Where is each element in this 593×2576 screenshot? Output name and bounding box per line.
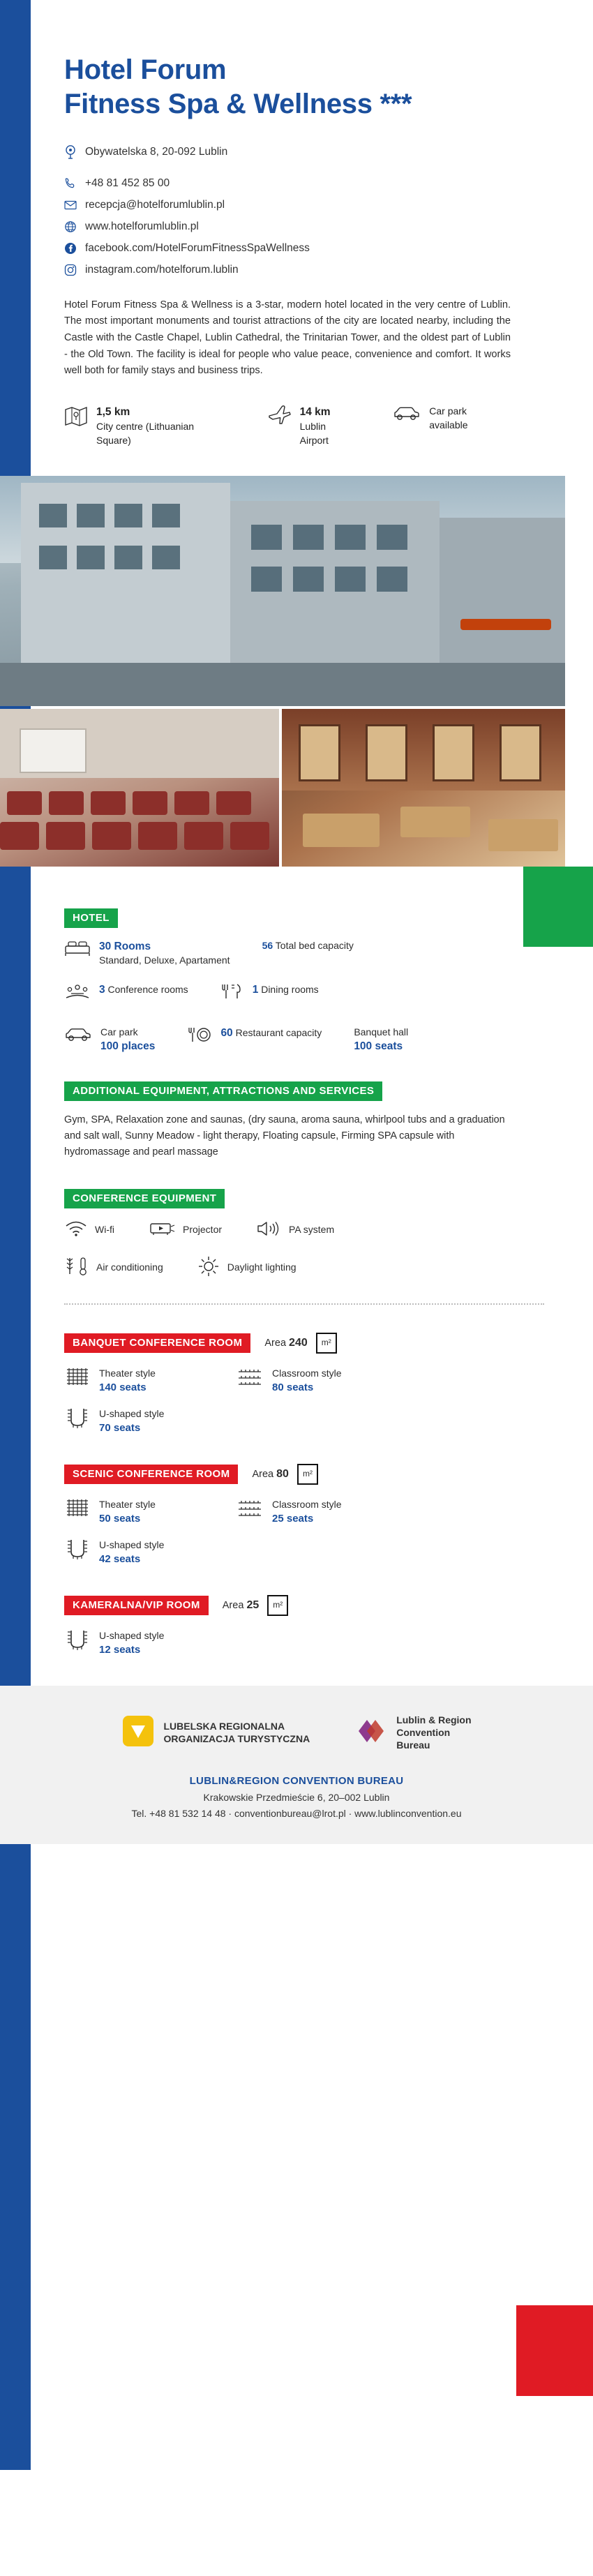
phone-text: +48 81 452 85 00 (85, 177, 170, 189)
distance-car-park-label: Car park available (429, 405, 468, 430)
hotel-rooms-row (64, 939, 544, 968)
distance-car-park (393, 405, 508, 433)
equipment-pa-system (255, 1220, 334, 1240)
hotel-conference-row (64, 982, 544, 1012)
banquet-room-styles-row-1 (64, 1366, 544, 1395)
globe-icon (64, 220, 85, 233)
car-icon (64, 1026, 92, 1047)
projector-icon (148, 1220, 176, 1240)
vip-room-area (223, 1595, 289, 1616)
conference-icon (64, 982, 91, 1004)
section-banquet-conference-room (64, 1326, 544, 1436)
u-shape-style-icon (64, 1407, 91, 1432)
sun-icon (197, 1255, 220, 1280)
footer-logos (0, 1714, 593, 1752)
feature-banquet-hall-text (354, 1026, 408, 1054)
banquet-u-shape-style-name: U-shaped style (99, 1407, 165, 1419)
equipment-row-2 (64, 1255, 544, 1280)
scenic-u-shape-style-text (99, 1538, 164, 1567)
scenic-u-shape-style (64, 1538, 211, 1567)
bed-icon (64, 939, 91, 961)
scenic-u-shape-style-seats: 42 seats (99, 1552, 141, 1565)
distance-airport-text (300, 405, 357, 448)
feature-conference-rooms-value: 3 (99, 983, 105, 996)
scenic-room-area-value: 80 (276, 1467, 289, 1480)
scenic-room-area-unit: m² (302, 1468, 313, 1478)
section-kameralna-vip-room (64, 1588, 544, 1658)
logo-convention-bureau (354, 1714, 471, 1752)
banquet-room-area-unit: m² (321, 1337, 331, 1347)
scenic-u-shape-style-name: U-shaped style (99, 1538, 165, 1550)
feature-restaurant-text (220, 1026, 322, 1041)
theater-style-icon (64, 1497, 91, 1522)
feature-conference-rooms (64, 982, 188, 1012)
square-meter-icon (297, 1464, 318, 1485)
section-hotel (64, 901, 544, 1055)
photo-gallery (0, 476, 593, 867)
lrot-logo-line1: LUBELSKA REGIONALNA (163, 1720, 285, 1732)
vip-room-tag: KAMERALNA/VIP ROOM (64, 1596, 209, 1615)
banquet-room-tag: BANQUET CONFERENCE ROOM (64, 1333, 250, 1353)
envelope-icon (64, 200, 85, 210)
air-conditioning-icon (64, 1256, 89, 1279)
banquet-classroom-style (236, 1366, 382, 1395)
equipment-wifi (64, 1220, 114, 1240)
scenic-theater-style-text (99, 1497, 156, 1527)
equipment-pa-system-label: PA system (289, 1223, 335, 1235)
scenic-room-area-label: Area (252, 1468, 274, 1480)
hotel-section-tag: HOTEL (64, 908, 118, 928)
distance-airport-label: Lublin Airport (299, 420, 329, 446)
section-divider (64, 1303, 544, 1305)
plane-icon (268, 405, 292, 429)
email-row[interactable] (64, 199, 544, 211)
feature-conference-rooms-text (99, 982, 188, 998)
feature-rooms-value: 30 Rooms (99, 940, 151, 952)
title-line-2: Fitness Spa & Wellness *** (64, 88, 412, 119)
feature-restaurant-value: 60 (220, 1026, 233, 1039)
equipment-projector (148, 1220, 222, 1240)
banquet-u-shape-style-seats: 70 seats (99, 1421, 141, 1434)
vip-room-area-label: Area (222, 1599, 244, 1611)
feature-dining-rooms-value: 1 (252, 983, 259, 996)
lrot-logo-text (163, 1720, 310, 1745)
vip-room-styles-row (64, 1628, 544, 1658)
vip-room-area-value: 25 (246, 1598, 260, 1611)
feature-car-park (64, 1026, 155, 1055)
classroom-style-icon (236, 1366, 264, 1391)
lrot-logo-line2: ORGANIZACJA TURYSTYCZNA (163, 1733, 310, 1745)
distance-airport (268, 405, 357, 448)
vip-u-shape-style-seats: 12 seats (99, 1644, 141, 1656)
contact-address-block (64, 145, 544, 159)
feature-car-park-label: Car park (100, 1026, 138, 1038)
car-icon (393, 405, 421, 426)
convention-bureau-logo-text (396, 1714, 471, 1752)
red-accent-block (516, 2305, 593, 2396)
square-meter-icon (316, 1333, 337, 1354)
square-meter-icon (267, 1595, 288, 1616)
photo-conference-room (0, 709, 279, 867)
feature-banquet-hall (354, 1026, 408, 1055)
phone-row[interactable] (64, 177, 544, 190)
u-shape-style-icon (64, 1628, 91, 1654)
lrot-logo-icon (121, 1714, 155, 1751)
hotel-parking-row (64, 1026, 544, 1055)
wifi-icon (64, 1220, 88, 1240)
scenic-classroom-style-text (272, 1497, 342, 1527)
instagram-text: instagram.com/hotelforum.lublin (85, 263, 239, 276)
scenic-room-styles-row-1 (64, 1497, 544, 1527)
website-row[interactable] (64, 220, 544, 233)
additional-section-tag: ADDITIONAL EQUIPMENT, ATTRACTIONS AND SERVICES (64, 1081, 382, 1101)
distance-city-centre-value: 1,5 km (96, 405, 130, 418)
photo-hotel-facade (0, 476, 565, 706)
equipment-projector-label: Projector (183, 1223, 223, 1235)
location-pin-icon (64, 145, 85, 159)
feature-banquet-hall-value: 100 seats (354, 1040, 403, 1053)
phone-icon (64, 177, 85, 190)
distance-airport-value: 14 km (299, 405, 331, 418)
email-text: recepcja@hotelforumlublin.pl (85, 198, 225, 211)
feature-bed-capacity (262, 939, 354, 968)
instagram-icon (64, 264, 85, 276)
feature-dining-rooms-label: Dining rooms (261, 983, 319, 995)
banquet-theater-style-seats: 140 seats (99, 1381, 147, 1393)
feature-bed-capacity-label: Total bed capacity (275, 939, 354, 951)
details-content (0, 901, 593, 1658)
page-content (0, 0, 593, 448)
banquet-room-area-label: Area (264, 1337, 287, 1349)
scenic-classroom-style (236, 1497, 382, 1527)
footer-address: Krakowskie Przedmieście 6, 20–002 Lublin (203, 1792, 390, 1804)
cb-logo-line2: Convention (396, 1726, 451, 1738)
scenic-room-header (64, 1464, 544, 1485)
map-icon (64, 405, 88, 430)
distance-city-centre-label: City centre (Lithuanian Square) (96, 420, 195, 446)
restaurant-icon (187, 1026, 212, 1047)
distance-city-centre (64, 405, 232, 448)
scenic-classroom-style-seats: 25 seats (272, 1512, 314, 1525)
equipment-daylight (197, 1255, 296, 1280)
footer-contact[interactable]: Tel. +48 81 532 14 48 · conventionbureau@lrot.pl · www.lublinconvention.eu (131, 1808, 462, 1820)
banquet-theater-style (64, 1366, 211, 1395)
footer-title: LUBLIN&REGION CONVENTION BUREAU (189, 1775, 404, 1788)
classroom-style-icon (236, 1497, 264, 1522)
address-row (64, 145, 544, 159)
additional-text: Gym, SPA, Relaxation zone and saunas, (dry sauna, aroma sauna, whirlpool tubs and a graduation and salt wall, Sunny Meadow - light therapy, Floating capsule, Firming SPA capsule with hydromassage and pearl massage (64, 1114, 505, 1158)
banquet-room-area (264, 1333, 336, 1354)
equipment-air-conditioning-label: Air conditioning (96, 1261, 163, 1273)
feature-rooms-label: Standard, Deluxe, Apartament (99, 954, 230, 966)
website-text: www.hotelforumlublin.pl (85, 220, 199, 232)
equipment-wifi-label: Wi-fi (95, 1223, 114, 1235)
feature-restaurant-label: Restaurant capacity (235, 1026, 322, 1038)
feature-rooms-text (99, 939, 230, 968)
banquet-classroom-style-name: Classroom style (272, 1367, 342, 1379)
cb-logo-line3: Bureau (396, 1739, 430, 1751)
equipment-row-1 (64, 1220, 544, 1240)
banquet-classroom-style-seats: 80 seats (272, 1381, 314, 1393)
scenic-theater-style (64, 1497, 211, 1527)
feature-conference-rooms-label: Conference rooms (107, 983, 188, 995)
section-additional-equipment (64, 1074, 544, 1161)
facebook-icon (64, 242, 85, 255)
banquet-u-shape-style (64, 1407, 211, 1436)
scenic-classroom-style-name: Classroom style (272, 1498, 342, 1510)
logo-lrot (121, 1714, 310, 1751)
dining-icon (220, 982, 244, 1004)
address-text: Obywatelska 8, 20-092 Lublin (85, 145, 228, 158)
cb-logo-line1: Lublin & Region (396, 1714, 472, 1725)
section-scenic-conference-room (64, 1457, 544, 1567)
feature-dining-rooms (220, 982, 319, 1012)
distance-city-centre-text (96, 405, 232, 448)
equipment-daylight-label: Daylight lighting (227, 1261, 296, 1273)
instagram-row[interactable] (64, 264, 544, 276)
feature-bed-capacity-text (262, 939, 354, 953)
conference-equipment-tag: CONFERENCE EQUIPMENT (64, 1189, 225, 1208)
vip-u-shape-style (64, 1628, 211, 1658)
distance-row (64, 405, 544, 448)
banquet-room-header (64, 1333, 544, 1354)
vip-room-header (64, 1595, 544, 1616)
feature-banquet-hall-label: Banquet hall (354, 1026, 409, 1038)
equipment-air-conditioning (64, 1256, 163, 1279)
title-line-1: Hotel Forum (64, 54, 227, 85)
feature-restaurant (187, 1026, 322, 1055)
vip-room-area-unit: m² (273, 1599, 283, 1610)
banquet-room-styles-row-2 (64, 1407, 544, 1436)
convention-bureau-logo-icon (354, 1714, 388, 1751)
banquet-theater-style-name: Theater style (99, 1367, 156, 1379)
vip-u-shape-style-text (99, 1628, 164, 1658)
banquet-room-area-value: 240 (289, 1336, 308, 1349)
banquet-classroom-style-text (272, 1366, 342, 1395)
distance-car-park-text (429, 405, 508, 433)
feature-rooms (64, 939, 230, 968)
feature-car-park-value: 100 places (100, 1040, 156, 1053)
scenic-room-area (252, 1464, 318, 1485)
feature-dining-rooms-text (253, 982, 319, 998)
page-title (64, 0, 544, 121)
scenic-theater-style-name: Theater style (99, 1498, 156, 1510)
feature-car-park-text (100, 1026, 155, 1054)
speaker-icon (255, 1220, 282, 1240)
scenic-room-styles-row-2 (64, 1538, 544, 1567)
banquet-theater-style-text (99, 1366, 156, 1395)
vip-u-shape-style-name: U-shaped style (99, 1629, 165, 1641)
feature-bed-capacity-value: 56 (262, 939, 273, 951)
section-conference-equipment (64, 1182, 544, 1280)
facebook-text: facebook.com/HotelForumFitnessSpaWellness (85, 241, 310, 254)
contact-details-block (64, 177, 544, 276)
facebook-row[interactable] (64, 242, 544, 255)
hotel-description: Hotel Forum Fitness Spa & Wellness is a 3-star, modern hotel located in the very centre of Lublin. The most important monuments and tourist attractions of the city are located nearby, including the Castle with the Castle Chapel, Lublin Cathedral, the Trinitarian Tower, and the oldest part of Lublin - the Old Town. The facility is ideal for people who value peace, convenience and comfort. It works well both for family stays and business trips. (64, 299, 511, 377)
banquet-u-shape-style-text (99, 1407, 164, 1436)
photo-restaurant (282, 709, 565, 867)
scenic-theater-style-seats: 50 seats (99, 1512, 141, 1525)
u-shape-style-icon (64, 1538, 91, 1564)
page-footer (0, 1686, 593, 1845)
scenic-room-tag: SCENIC CONFERENCE ROOM (64, 1465, 238, 1484)
theater-style-icon (64, 1366, 91, 1391)
